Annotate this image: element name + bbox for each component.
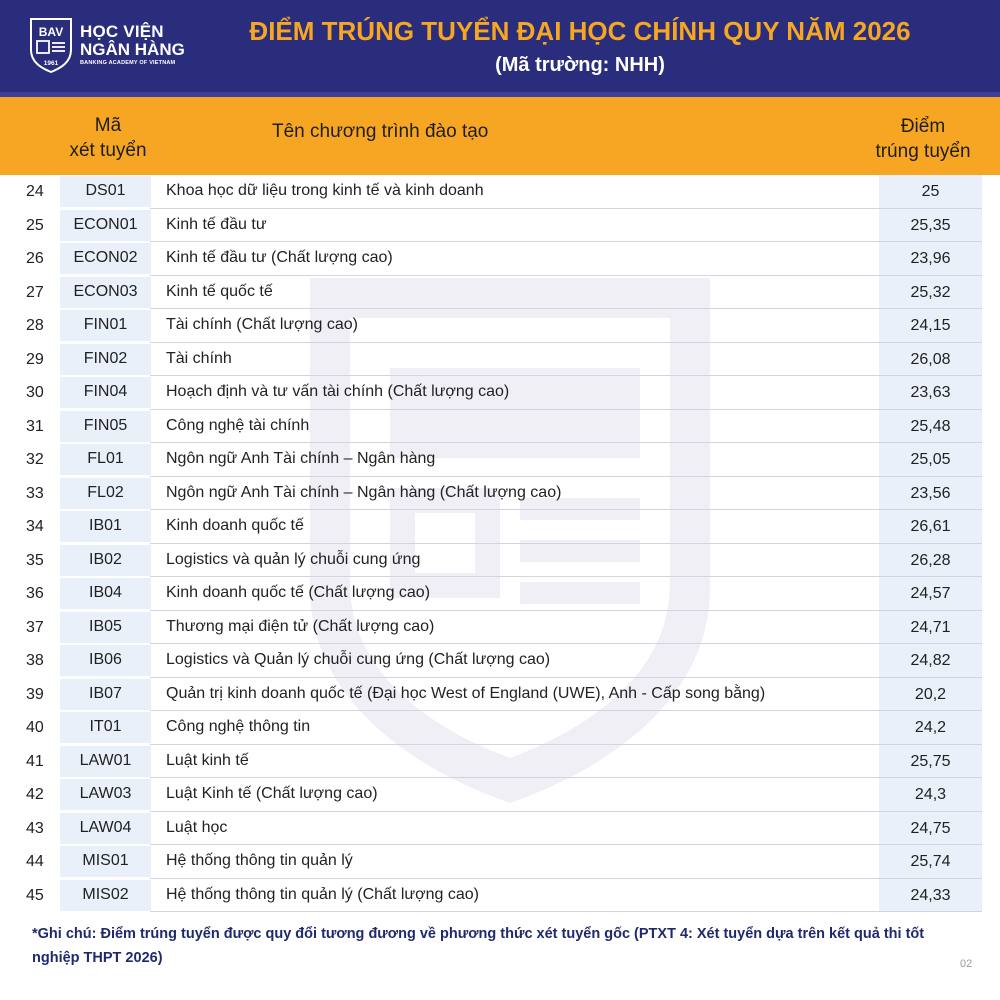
column-header-score-line2: trúng tuyển bbox=[875, 141, 971, 162]
program-code: IB05 bbox=[89, 617, 122, 635]
program-code: IB06 bbox=[89, 651, 122, 668]
column-header-score-line1: Điểm bbox=[900, 116, 946, 137]
row-number: 43 bbox=[26, 819, 44, 837]
program-name: Công nghệ tài chính bbox=[166, 416, 310, 434]
table-row bbox=[0, 644, 1000, 678]
logo-text-line2: NGÂN HÀNG bbox=[80, 40, 185, 59]
row-number: 29 bbox=[26, 350, 44, 368]
program-name: Luật Kinh tế (Chất lượng cao) bbox=[166, 785, 378, 802]
row-number: 41 bbox=[26, 752, 44, 770]
admission-score: 25,35 bbox=[910, 216, 951, 234]
row-number: 26 bbox=[26, 250, 44, 267]
row-number: 27 bbox=[26, 283, 44, 301]
program-name: Hoạch định và tư vấn tài chính (Chất lượng cao) bbox=[166, 383, 510, 400]
program-name: Tài chính (Chất lượng cao) bbox=[166, 316, 358, 333]
admission-score: 26,08 bbox=[910, 350, 951, 368]
column-header-code-line2: xét tuyển bbox=[69, 140, 147, 161]
table-row bbox=[0, 376, 1000, 410]
program-code: FIN04 bbox=[83, 383, 128, 400]
table-row bbox=[0, 611, 1000, 645]
program-name: Logistics và quản lý chuỗi cung ứng bbox=[166, 550, 421, 568]
table-row bbox=[0, 443, 1000, 477]
program-code: ECON03 bbox=[73, 282, 138, 300]
program-name: Kinh tế quốc tế bbox=[166, 282, 273, 300]
admission-score: 24,2 bbox=[914, 719, 947, 736]
admission-score: 25 bbox=[921, 183, 940, 200]
admission-score: 24,57 bbox=[910, 585, 951, 602]
program-code: FL02 bbox=[87, 483, 124, 501]
bav-shield-logo-icon bbox=[28, 16, 74, 74]
program-name: Hệ thống thông tin quản lý bbox=[166, 852, 353, 869]
table-row bbox=[0, 778, 1000, 812]
admission-score-table bbox=[0, 175, 1000, 912]
admission-score: 23,63 bbox=[910, 384, 951, 401]
admission-score: 20,2 bbox=[914, 685, 947, 703]
program-code: FL01 bbox=[87, 450, 124, 467]
table-row bbox=[0, 242, 1000, 276]
table-row bbox=[0, 879, 1000, 913]
program-name: Ngôn ngữ Anh Tài chính – Ngân hàng (Chất lượng cao) bbox=[166, 483, 562, 501]
table-row bbox=[0, 812, 1000, 846]
admission-score: 24,3 bbox=[914, 786, 947, 803]
program-name: Kinh doanh quốc tế bbox=[166, 517, 304, 534]
footnote: *Ghi chú: Điểm trúng tuyển được quy đổi tương đương về phương thức xét tuyển gốc (PTXT 4: Xét tuyển dựa trên kết quả thi tốt nghiệp THPT 2026) bbox=[32, 926, 925, 966]
program-name: Kinh tế đầu tư (Chất lượng cao) bbox=[166, 249, 393, 266]
column-header-score bbox=[860, 114, 986, 164]
page-number: 02 bbox=[960, 958, 973, 970]
program-code: DS01 bbox=[85, 182, 126, 199]
row-number: 33 bbox=[26, 484, 44, 502]
admission-score: 25,32 bbox=[910, 283, 951, 301]
table-row bbox=[0, 845, 1000, 879]
page-title: ĐIỂM TRÚNG TUYỂN ĐẠI HỌC CHÍNH QUY NĂM 2026 bbox=[249, 16, 911, 46]
program-code: IT01 bbox=[89, 718, 122, 735]
logo bbox=[28, 16, 185, 76]
admission-score: 25,75 bbox=[910, 752, 951, 770]
program-code: MIS02 bbox=[82, 885, 129, 903]
program-name: Khoa học dữ liệu trong kinh tế và kinh doanh bbox=[166, 182, 484, 199]
column-header-code bbox=[58, 113, 158, 163]
program-name: Luật kinh tế bbox=[166, 751, 249, 769]
program-name: Logistics và Quản lý chuỗi cung ứng (Chất lượng cao) bbox=[166, 651, 551, 668]
admission-score: 23,56 bbox=[910, 484, 951, 502]
admission-score: 25,48 bbox=[910, 417, 951, 435]
program-code: ECON02 bbox=[73, 249, 138, 266]
program-code: LAW01 bbox=[79, 751, 132, 769]
row-number: 30 bbox=[26, 384, 44, 401]
program-code: FIN02 bbox=[83, 349, 128, 367]
program-code: LAW04 bbox=[79, 818, 132, 836]
program-code: LAW03 bbox=[79, 785, 132, 802]
program-code: IB07 bbox=[89, 684, 122, 702]
page-subtitle: (Mã trường: NHH) bbox=[495, 54, 665, 76]
column-header-code-line1: Mã bbox=[94, 115, 122, 136]
admission-score: 23,96 bbox=[910, 250, 951, 267]
program-name: Tài chính bbox=[166, 349, 232, 367]
program-name: Kinh tế đầu tư bbox=[166, 215, 267, 233]
logo-text-line3: BANKING ACADEMY OF VIETNAM bbox=[80, 60, 176, 66]
page-header bbox=[0, 0, 1000, 92]
table-row bbox=[0, 477, 1000, 511]
admission-score: 24,82 bbox=[910, 652, 951, 669]
row-number: 37 bbox=[26, 618, 44, 636]
admission-score: 24,33 bbox=[910, 886, 951, 904]
program-name: Thương mại điện tử (Chất lượng cao) bbox=[166, 617, 435, 635]
row-number: 31 bbox=[26, 417, 44, 435]
table-row bbox=[0, 209, 1000, 243]
row-number: 40 bbox=[26, 719, 44, 736]
row-number: 32 bbox=[26, 451, 44, 468]
row-number: 45 bbox=[26, 886, 44, 904]
logo-year: 1961 bbox=[43, 60, 59, 67]
row-number: 28 bbox=[26, 317, 44, 334]
program-name: Công nghệ thông tin bbox=[166, 718, 311, 735]
admission-score: 24,75 bbox=[910, 819, 951, 837]
table-row bbox=[0, 678, 1000, 712]
row-number: 36 bbox=[26, 585, 44, 602]
row-number: 35 bbox=[26, 551, 44, 569]
program-code: ECON01 bbox=[73, 215, 138, 233]
logo-text-line1: HỌC VIỆN bbox=[80, 22, 164, 41]
row-number: 42 bbox=[26, 786, 44, 803]
column-header-name: Tên chương trình đào tạo bbox=[272, 121, 489, 142]
program-code: IB01 bbox=[89, 517, 122, 534]
table-row bbox=[0, 577, 1000, 611]
table-row bbox=[0, 510, 1000, 544]
table-row bbox=[0, 410, 1000, 444]
program-name: Ngôn ngữ Anh Tài chính – Ngân hàng bbox=[166, 450, 436, 467]
program-name: Quản trị kinh doanh quốc tế (Đại học West of England (UWE), Anh - Cấp song bằng) bbox=[166, 684, 766, 702]
admission-score: 25,05 bbox=[910, 451, 951, 468]
program-name: Kinh doanh quốc tế (Chất lượng cao) bbox=[166, 584, 431, 601]
table-row bbox=[0, 309, 1000, 343]
program-code: FIN05 bbox=[83, 416, 128, 434]
table-header bbox=[0, 97, 1000, 175]
program-name: Hệ thống thông tin quản lý (Chất lượng cao) bbox=[166, 885, 479, 903]
table-row bbox=[0, 175, 1000, 209]
program-code: FIN01 bbox=[83, 316, 128, 333]
row-number: 34 bbox=[26, 518, 44, 535]
table-row bbox=[0, 276, 1000, 310]
row-number: 44 bbox=[26, 853, 44, 870]
table-row bbox=[0, 343, 1000, 377]
table-row bbox=[0, 745, 1000, 779]
program-code: IB04 bbox=[89, 584, 122, 601]
program-name: Luật học bbox=[166, 818, 228, 836]
admission-score: 25,74 bbox=[910, 853, 951, 870]
admission-score: 24,71 bbox=[910, 618, 951, 636]
table-row bbox=[0, 544, 1000, 578]
row-number: 24 bbox=[26, 183, 44, 200]
admission-score: 24,15 bbox=[910, 317, 951, 334]
row-number: 38 bbox=[26, 652, 44, 669]
row-number: 39 bbox=[26, 685, 44, 703]
table-row bbox=[0, 711, 1000, 745]
row-number: 25 bbox=[26, 216, 44, 234]
program-code: MIS01 bbox=[82, 852, 129, 869]
admission-score: 26,28 bbox=[910, 551, 951, 569]
row-divider bbox=[150, 911, 982, 912]
admission-score: 26,61 bbox=[910, 518, 951, 535]
program-code: IB02 bbox=[89, 550, 122, 568]
logo-mark: BAV bbox=[38, 25, 64, 39]
